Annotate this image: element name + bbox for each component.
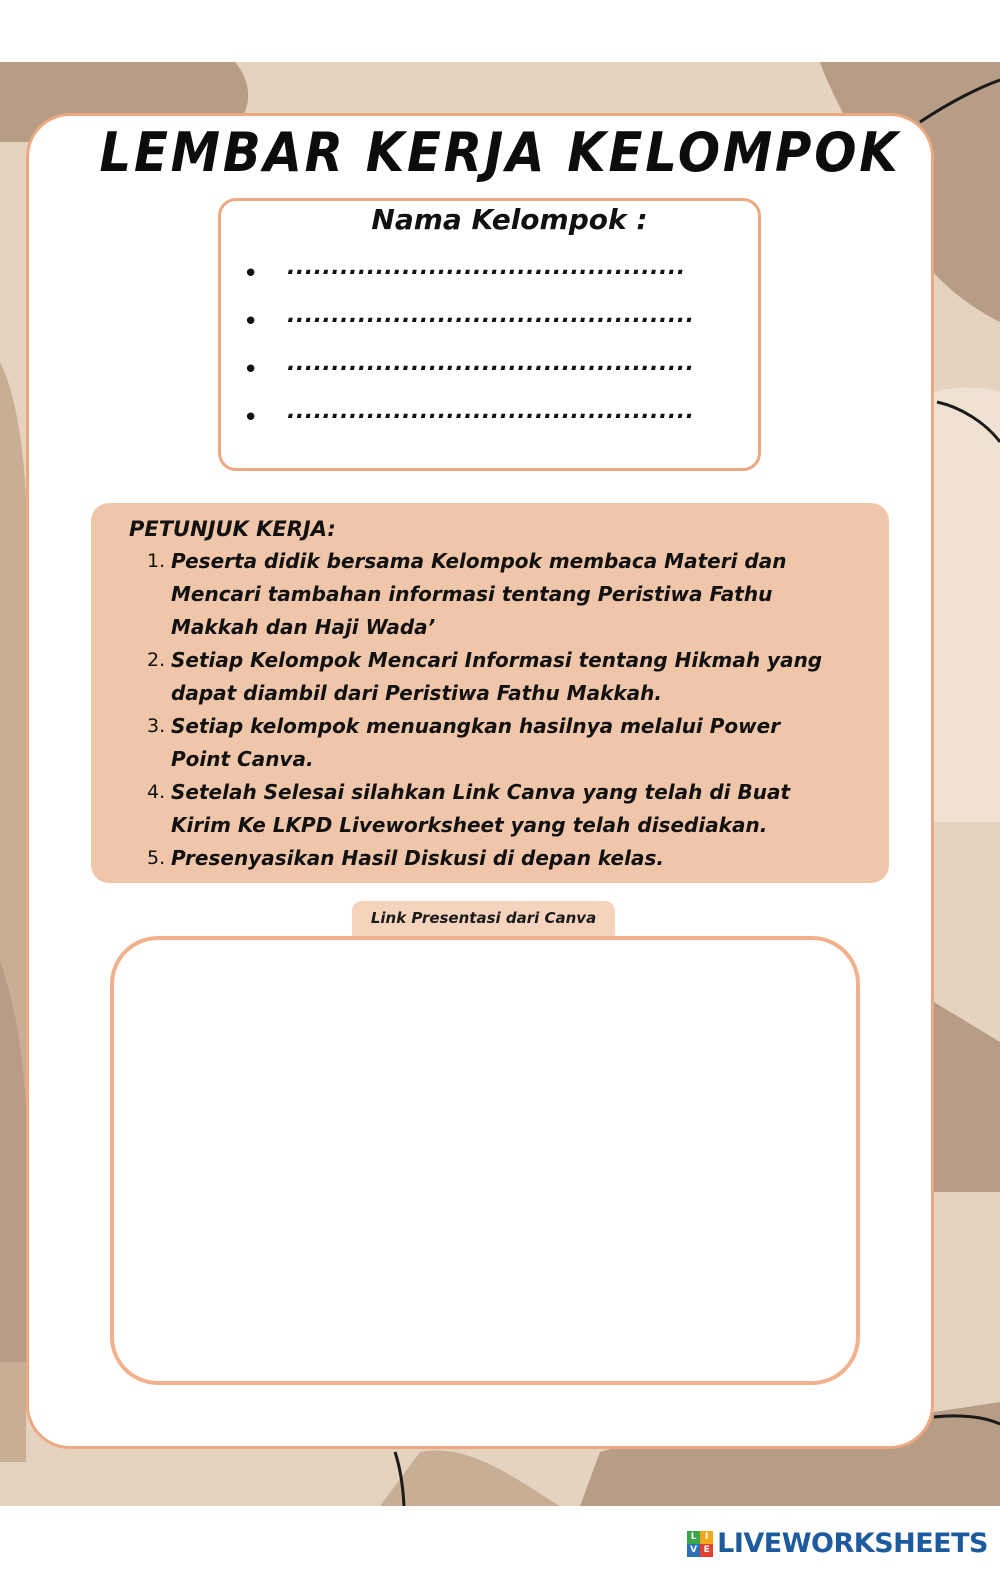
step-text: Presenyasikan Hasil Diskusi di depan kelas. — [171, 846, 664, 870]
member-line-3[interactable] — [243, 349, 763, 389]
step-text: Setelah Selesai silahkan Link Canva yang telah di Buat Kirim Ke LKPD Liveworksheet yang telah disediakan. — [171, 780, 791, 837]
member-blank: .............................................. — [287, 399, 695, 424]
liveworksheets-logo-icon — [687, 1531, 713, 1557]
instruction-step-3 — [141, 710, 841, 776]
footer-brand-text: LIVEWORKSHEETS — [717, 1528, 988, 1559]
step-text: Setiap Kelompok Mencari Informasi tentang Hikmah yang dapat diambil dari Peristiwa Fathu Makkah. — [171, 648, 823, 705]
worksheet-title: LEMBAR KERJA KELOMPOK — [99, 121, 901, 184]
member-blank: ............................................. — [287, 255, 686, 280]
bullet-icon: • — [243, 307, 259, 337]
logo-letter: I — [700, 1531, 713, 1544]
instruction-step-5 — [141, 842, 841, 875]
member-line-4[interactable] — [243, 397, 763, 437]
link-section-label: Link Presentasi dari Canva — [352, 901, 615, 941]
group-name-box — [218, 198, 761, 471]
step-number: 3. — [147, 715, 166, 737]
logo-letter: E — [700, 1544, 713, 1557]
instruction-step-2 — [141, 644, 841, 710]
instructions-list — [141, 545, 841, 875]
bullet-icon: • — [243, 355, 259, 385]
step-number: 2. — [147, 649, 166, 671]
canva-link-answer-box[interactable] — [110, 936, 860, 1385]
instructions-panel — [91, 503, 889, 883]
instructions-heading: PETUNJUK KERJA: — [129, 517, 336, 541]
member-blank: .............................................. — [287, 303, 695, 328]
instruction-step-1 — [141, 545, 841, 644]
step-text: Peserta didik bersama Kelompok membaca Materi dan Mencari tambahan informasi tentang Peristiwa Fathu Makkah dan Haji Wada’ — [171, 549, 787, 639]
member-line-1[interactable] — [243, 253, 763, 293]
liveworksheets-logo[interactable] — [687, 1524, 988, 1564]
member-line-2[interactable] — [243, 301, 763, 341]
group-name-heading: Nama Kelompok : — [371, 203, 648, 236]
step-text: Setiap kelompok menuangkan hasilnya melalui Power Point Canva. — [171, 714, 781, 771]
step-number: 4. — [147, 781, 166, 803]
member-blank: .............................................. — [287, 351, 695, 376]
bullet-icon: • — [243, 403, 259, 433]
step-number: 5. — [147, 847, 166, 869]
step-number: 1. — [147, 550, 166, 572]
bullet-icon: • — [243, 259, 259, 289]
logo-letter: L — [687, 1531, 700, 1544]
logo-letter: V — [687, 1544, 700, 1557]
instruction-step-4 — [141, 776, 841, 842]
